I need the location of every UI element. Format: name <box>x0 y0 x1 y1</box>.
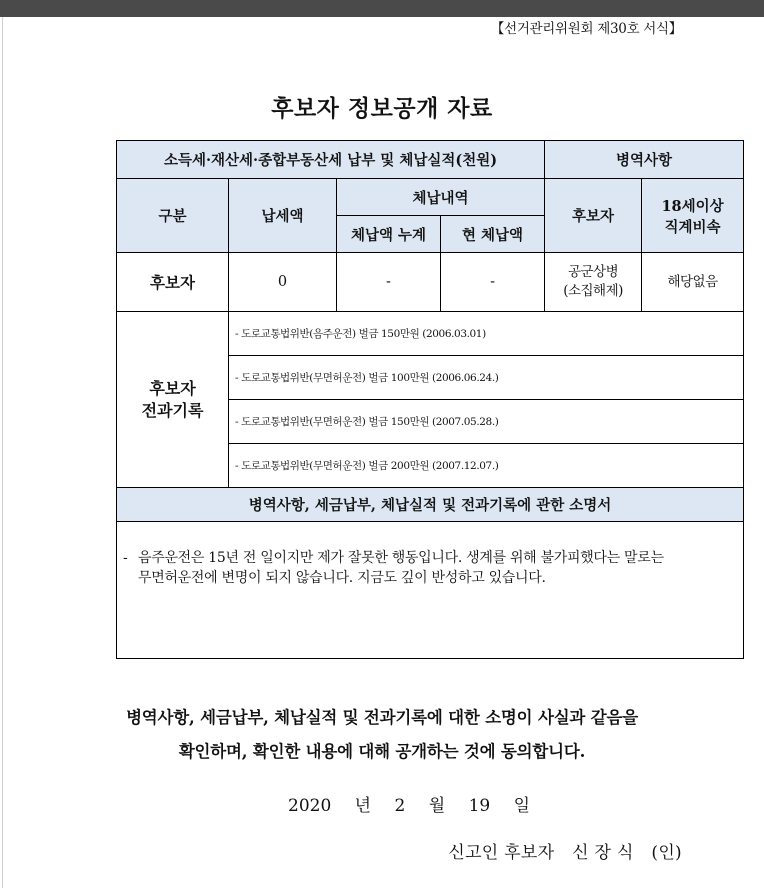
criminal-label-line2: 전과기록 <box>141 400 204 420</box>
arrears-total-value: - <box>337 253 441 312</box>
criminal-record-item: - 도로교통법위반(무면허운전) 벌금 150만원 (2007.05.28.) <box>229 400 744 444</box>
col-candidate: 후보자 <box>545 179 642 253</box>
candidate-military-value <box>545 253 642 312</box>
col-age18-line2: 직계비속 <box>664 218 721 236</box>
criminal-record-item: - 도로교통법위반(음주운전) 벌금 150만원 (2006.03.01) <box>229 312 744 356</box>
confirm-line2: 확인하며, 확인한 내용에 대해 공개하는 것에 동의합니다. <box>178 742 586 761</box>
candidate-info-table <box>116 140 744 659</box>
statement-line1: 음주운전은 15년 전 일이지만 제가 잘못한 행동입니다. 생계를 위해 불가피했다는 말로는 <box>138 550 664 566</box>
date-month-unit: 월 <box>428 796 446 816</box>
military-line2: (소집해제) <box>563 283 623 299</box>
window-top-bar <box>0 0 764 17</box>
col-arrears-total: 체납액 누계 <box>337 216 441 253</box>
military-line1: 공군상병 <box>567 264 619 280</box>
age18-value: 해당없음 <box>642 253 744 312</box>
criminal-record-item: - 도로교통법위반(무면허운전) 벌금 200만원 (2007.12.07.) <box>229 444 744 488</box>
date-day-unit: 일 <box>513 796 531 816</box>
statement-header: 병역사항, 세금납부, 체납실적 및 전과기록에 관한 소명서 <box>117 488 744 522</box>
tax-paid-value: 0 <box>229 253 337 312</box>
statement-dash: - <box>123 550 128 566</box>
tax-header: 소득세·재산세·종합부동산세 납부 및 체납실적(천원) <box>117 141 545 179</box>
signer-line <box>448 838 682 863</box>
criminal-record-item: - 도로교통법위반(무면허운전) 벌금 100만원 (2006.06.24.) <box>229 356 744 400</box>
col-arrears-current: 현 체납액 <box>441 216 545 253</box>
signing-date <box>288 791 548 816</box>
signer-name: 신 장 식 <box>572 843 634 863</box>
form-number: 【선거관리위원회 제30호 서식】 <box>490 21 682 37</box>
signer-seal: (인) <box>651 843 682 863</box>
criminal-label-line1: 후보자 <box>149 378 196 398</box>
military-header: 병역사항 <box>545 141 744 179</box>
statement-line2: 무면허운전에 변명이 되지 않습니다. 지금도 깊이 반성하고 있습니다. <box>138 570 546 586</box>
col-tax-paid: 납세액 <box>229 179 337 253</box>
date-year: 2020 <box>288 796 332 816</box>
date-month: 2 <box>394 796 406 816</box>
criminal-record-label <box>117 312 229 488</box>
date-year-unit: 년 <box>354 796 372 816</box>
col-age18-line1: 18세이상 <box>661 197 724 215</box>
col-category: 구분 <box>117 179 229 253</box>
col-arrears: 체납내역 <box>337 179 545 216</box>
col-age18 <box>642 179 744 253</box>
signer-label: 신고인 후보자 <box>448 843 555 863</box>
confirm-line1: 병역사항, 세금납부, 체납실적 및 전과기록에 대한 소명이 사실과 같음을 <box>126 708 638 727</box>
document-title: 후보자 정보공개 자료 <box>271 95 493 122</box>
arrears-current-value: - <box>441 253 545 312</box>
statement-body <box>117 522 744 659</box>
row-candidate-label: 후보자 <box>117 253 229 312</box>
date-day: 19 <box>468 796 491 816</box>
